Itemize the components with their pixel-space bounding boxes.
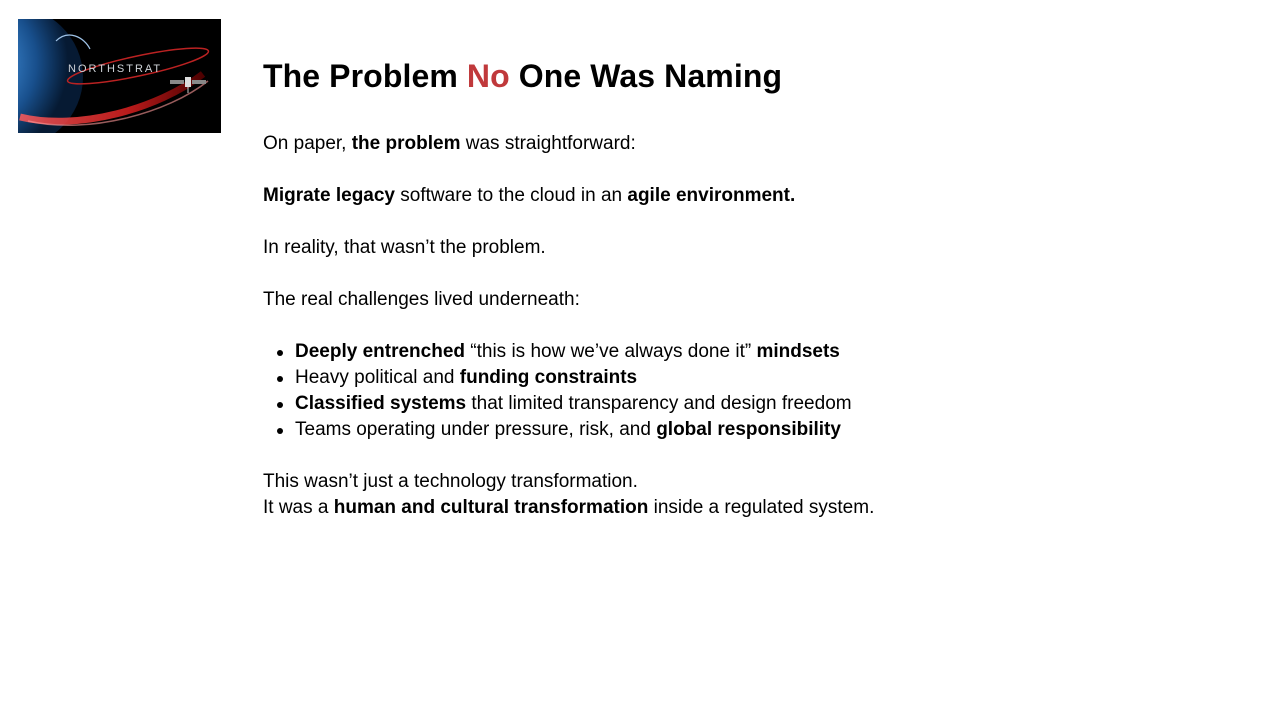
title-part2: One Was Naming <box>509 58 783 94</box>
bold-text: mindsets <box>756 341 840 362</box>
closing-line-1: This wasn’t just a technology transformation. <box>263 471 638 492</box>
bold-text: Classified systems <box>295 393 467 414</box>
title-part1: The Problem <box>263 58 467 94</box>
text: “this is how we’ve always done it” <box>465 341 757 362</box>
slide-content <box>263 55 1223 521</box>
paragraph-migrate <box>263 183 1223 209</box>
bold-text: global responsibility <box>656 419 841 440</box>
text: inside a regulated system. <box>648 497 875 518</box>
bold-text: agile environment. <box>627 185 796 206</box>
bold-text: Migrate legacy <box>263 185 395 206</box>
bold-text: the problem <box>351 133 461 154</box>
svg-text:NORTHSTRAT: NORTHSTRAT <box>68 63 163 75</box>
list-item <box>295 391 1223 417</box>
page-title <box>263 55 1223 97</box>
list-item <box>295 365 1223 391</box>
paragraph-reality: In reality, that wasn’t the problem. <box>263 237 546 258</box>
text: was straightforward: <box>460 133 636 154</box>
text: It was a <box>263 497 334 518</box>
challenges-list <box>263 339 1223 443</box>
northstrat-logo <box>18 19 221 133</box>
text: Teams operating under pressure, risk, and <box>295 419 657 440</box>
title-accent: No <box>466 58 510 94</box>
text: software to the cloud in an <box>395 185 628 206</box>
bold-text: funding constraints <box>459 367 638 388</box>
list-item <box>295 339 1223 365</box>
closing-line-2 <box>263 495 1223 521</box>
paragraph-challenges-intro: The real challenges lived underneath: <box>263 289 580 310</box>
text: Heavy political and <box>295 367 460 388</box>
list-item <box>295 417 1223 443</box>
paragraph-on-paper <box>263 131 1223 157</box>
text: that limited transparency and design freedom <box>466 393 852 414</box>
bold-text: human and cultural transformation <box>333 497 649 518</box>
bold-text: Deeply entrenched <box>295 341 465 362</box>
text: On paper, <box>263 133 352 154</box>
earth-satellite-logo-icon <box>18 19 221 133</box>
brand-text <box>68 63 162 75</box>
